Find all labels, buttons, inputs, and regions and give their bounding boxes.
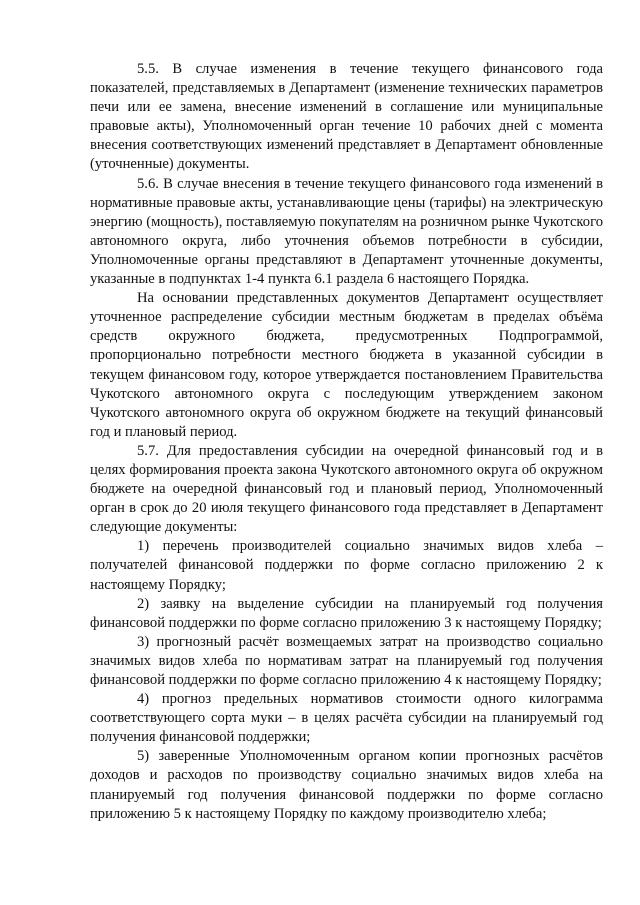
list-item-4: 4) прогноз предельных нормативов стоимости одного килограмма соответствующего сорта муки – в целях расчёта субсидии на планируемый год получения финансовой поддержки; bbox=[90, 691, 603, 746]
paragraph-5-5: 5.5. В случае изменения в течение текущего финансового года показателей, представляемых в Департамент (изменение технических параметров печи или ее замена, внесение изменений в соглашение или муниципальные правовые акты), Уполномоченный орган течение 10 рабочих дней с момента внесения соответствующих изменений представляет в Департамент обновленные (уточненные) документы. bbox=[90, 61, 603, 173]
list-item-5: 5) заверенные Уполномоченным органом копии прогнозных расчётов доходов и расходов по производству социально значимых видов хлеба на планируемый год получения финансовой поддержки по форме согласно приложению 5 к настоящему Порядку по каждому производителю хлеба; bbox=[90, 748, 603, 822]
document-page bbox=[90, 60, 603, 824]
paragraph-5-6: 5.6. В случае внесения в течение текущего финансового года изменений в нормативные правовые акты, устанавливающие цены (тарифы) на электрическую энергию (мощность), поставляемую покупателям на розничном рынке Чукотского автономного округа, либо уточнения объемов потребности в субсидии, Уполномоченные органы представляют в Департамент уточненные документы, указанные в подпунктах 1-4 пункта 6.1 раздела 6 настоящего Порядка. bbox=[90, 175, 603, 288]
list-item-1: 1) перечень производителей социально значимых видов хлеба – получателей финансовой поддержки по форме согласно приложению 2 к настоящему Порядку; bbox=[90, 538, 603, 593]
paragraph-5-7: 5.7. Для предоставления субсидии на очередной финансовый год и в целях формирования проекта закона Чукотского автономного округа об окружном бюджете на очередной финансовый год и плановый период, Уполномоченный орган в срок до 20 июля текущего финансового года представляет в Департамент следующие документы: bbox=[90, 442, 603, 536]
paragraph-redistribution: На основании представленных документов Департамент осуществляет уточненное распределение субсидии местным бюджетам в пределах объёма средств окружного бюджета, предусмотренных Подпрограммой, пропорционально потребности местного бюджета в указанной субсидии в текущем финансовом году, которое утверждается постановлением Правительства Чукотского автономного округа с последующим утверждением законом Чукотского автономного округа об окружном бюджете на текущий финансовый год и плановый период. bbox=[90, 290, 603, 440]
list-item-2: 2) заявку на выделение субсидии на планируемый год получения финансовой поддержки по форме согласно приложению 3 к настоящему Порядку; bbox=[90, 595, 603, 631]
list-item-3: 3) прогнозный расчёт возмещаемых затрат на производство социально значимых видов хлеба по нормативам затрат на планируемый год получения финансовой поддержки по форме согласно приложению 4 к настоящему Порядку; bbox=[90, 633, 603, 688]
